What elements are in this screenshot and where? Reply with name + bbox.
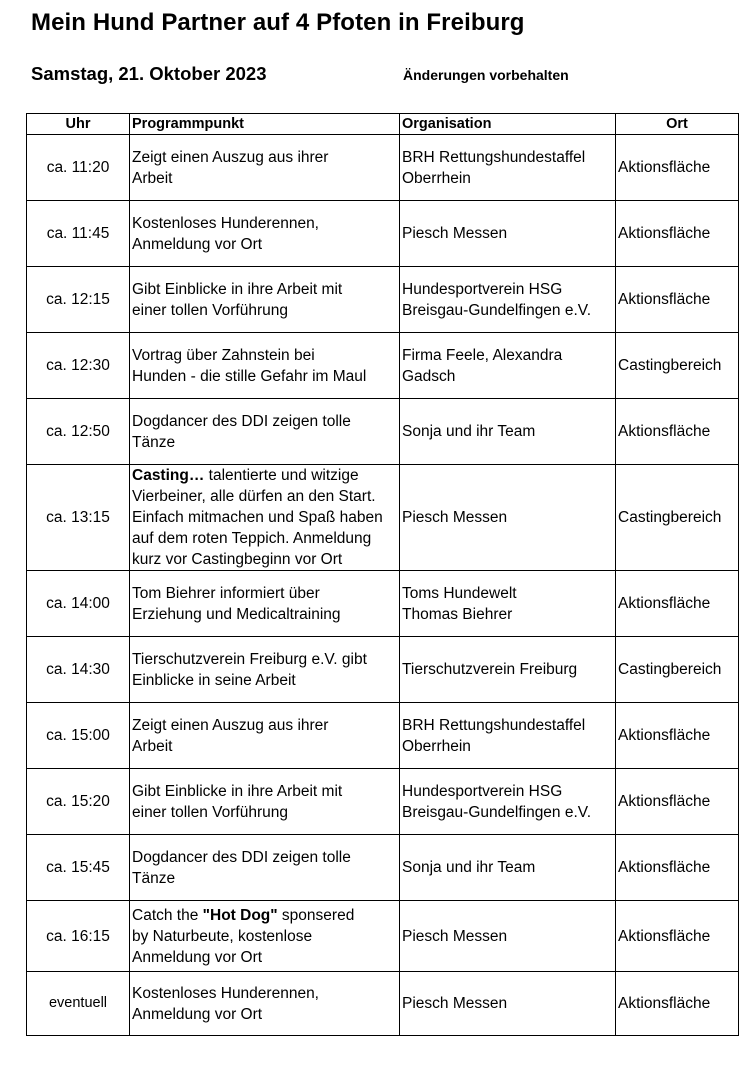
table-row <box>27 703 739 769</box>
row-place: Aktionsfläche <box>616 267 739 333</box>
event-date: Samstag, 21. Oktober 2023 <box>31 63 267 84</box>
table-row <box>27 399 739 465</box>
column-header-organisation: Organisation <box>400 114 616 135</box>
row-organisation: BRH Rettungshundestaffel Oberrhein <box>400 135 616 201</box>
row-program: Vortrag über Zahnstein bei Hunden - die stille Gefahr im Maul <box>130 333 400 399</box>
row-time: ca. 15:00 <box>27 703 130 769</box>
row-organisation: Piesch Messen <box>400 901 616 972</box>
table-row <box>27 267 739 333</box>
table-header-row <box>27 114 739 135</box>
row-time: ca. 12:15 <box>27 267 130 333</box>
change-notice: Änderungen vorbehalten <box>403 67 569 83</box>
column-header-place: Ort <box>616 114 739 135</box>
table-row <box>27 571 739 637</box>
column-header-time: Uhr <box>27 114 130 135</box>
row-organisation: BRH Rettungshundestaffel Oberrhein <box>400 703 616 769</box>
page-title: Mein Hund Partner auf 4 Pfoten in Freiburg <box>31 9 525 36</box>
row-program: Gibt Einblicke in ihre Arbeit mit einer tollen Vorführung <box>130 769 400 835</box>
table-row <box>27 901 739 972</box>
row-organisation: Hundesportverein HSG Breisgau-Gundelfingen e.V. <box>400 267 616 333</box>
table-row <box>27 333 739 399</box>
row-place: Aktionsfläche <box>616 399 739 465</box>
row-place: Aktionsfläche <box>616 835 739 901</box>
row-place: Aktionsfläche <box>616 769 739 835</box>
table-row <box>27 769 739 835</box>
row-program: Kostenloses Hunderennen, Anmeldung vor Ort <box>130 972 400 1036</box>
row-place: Aktionsfläche <box>616 703 739 769</box>
row-program: Dogdancer des DDI zeigen tolle Tänze <box>130 399 400 465</box>
row-time: ca. 11:45 <box>27 201 130 267</box>
row-place: Aktionsfläche <box>616 135 739 201</box>
row-time: ca. 14:30 <box>27 637 130 703</box>
row-time: eventuell <box>27 972 130 1036</box>
row-time: ca. 11:20 <box>27 135 130 201</box>
row-time: ca. 15:45 <box>27 835 130 901</box>
row-place: Castingbereich <box>616 333 739 399</box>
row-organisation: Sonja und ihr Team <box>400 399 616 465</box>
row-place: Aktionsfläche <box>616 571 739 637</box>
row-organisation: Toms Hundewelt Thomas Biehrer <box>400 571 616 637</box>
program-table <box>26 113 739 1036</box>
row-program: Tom Biehrer informiert über Erziehung und Medicaltraining <box>130 571 400 637</box>
row-program: Casting… talentierte und witzige Vierbeiner, alle dürfen an den Start. Einfach mitmachen und Spaß haben auf dem roten Teppich. Anmeldung kurz vor Castingbeginn vor Ort <box>130 465 400 571</box>
row-organisation: Piesch Messen <box>400 201 616 267</box>
row-time: ca. 13:15 <box>27 465 130 571</box>
row-time: ca. 12:50 <box>27 399 130 465</box>
row-organisation: Piesch Messen <box>400 465 616 571</box>
table-row <box>27 465 739 571</box>
row-program: Kostenloses Hunderennen, Anmeldung vor Ort <box>130 201 400 267</box>
row-program: Zeigt einen Auszug aus ihrer Arbeit <box>130 703 400 769</box>
row-place: Castingbereich <box>616 465 739 571</box>
row-time: ca. 12:30 <box>27 333 130 399</box>
row-program: Catch the "Hot Dog" sponsered by Naturbeute, kostenlose Anmeldung vor Ort <box>130 901 400 972</box>
table-row <box>27 135 739 201</box>
row-organisation: Piesch Messen <box>400 972 616 1036</box>
row-program: Gibt Einblicke in ihre Arbeit mit einer tollen Vorführung <box>130 267 400 333</box>
row-time: ca. 15:20 <box>27 769 130 835</box>
row-place: Aktionsfläche <box>616 972 739 1036</box>
row-organisation: Hundesportverein HSG Breisgau-Gundelfingen e.V. <box>400 769 616 835</box>
row-program: Tierschutzverein Freiburg e.V. gibt Einblicke in seine Arbeit <box>130 637 400 703</box>
row-organisation: Firma Feele, Alexandra Gadsch <box>400 333 616 399</box>
column-header-program: Programmpunkt <box>130 114 400 135</box>
row-place: Castingbereich <box>616 637 739 703</box>
table-row <box>27 835 739 901</box>
row-place: Aktionsfläche <box>616 201 739 267</box>
table-row <box>27 201 739 267</box>
row-place: Aktionsfläche <box>616 901 739 972</box>
row-organisation: Sonja und ihr Team <box>400 835 616 901</box>
table-row <box>27 972 739 1036</box>
row-time: ca. 14:00 <box>27 571 130 637</box>
row-program: Dogdancer des DDI zeigen tolle Tänze <box>130 835 400 901</box>
table-row <box>27 637 739 703</box>
row-organisation: Tierschutzverein Freiburg <box>400 637 616 703</box>
row-time: ca. 16:15 <box>27 901 130 972</box>
row-program: Zeigt einen Auszug aus ihrer Arbeit <box>130 135 400 201</box>
